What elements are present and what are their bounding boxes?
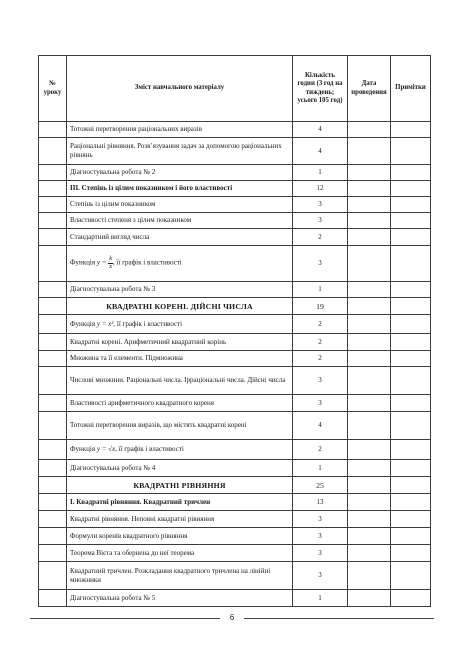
table-row	[39, 213, 431, 229]
lesson-number-cell	[39, 298, 67, 315]
lesson-number-cell	[39, 545, 67, 562]
notes-cell	[391, 165, 431, 181]
header-date: Дата проведення	[348, 56, 391, 122]
date-cell	[348, 395, 391, 412]
notes-cell	[391, 213, 431, 229]
formula-lhs: y =	[96, 259, 107, 268]
hours-cell: 3	[293, 511, 348, 528]
notes-cell	[391, 590, 431, 607]
topic-cell: Множина та її елементи. Підмножина	[67, 351, 293, 367]
table-row	[39, 282, 431, 298]
section-row	[39, 181, 431, 197]
lesson-number-cell	[39, 213, 67, 229]
hours-cell: 2	[293, 315, 348, 334]
table-row	[39, 545, 431, 562]
notes-cell	[391, 351, 431, 367]
hours-cell: 3	[293, 395, 348, 412]
formula: y = x²	[96, 319, 114, 328]
topic-cell: Формули коренів квадратного рівняння	[67, 528, 293, 545]
hours-cell: 2	[293, 229, 348, 246]
section-title-cell: І. Квадратні рівняння. Квадратний тричлен	[67, 494, 293, 511]
table-row	[39, 351, 431, 367]
part-title-cell: КВАДРАТНІ КОРЕНІ. ДІЙСНІ ЧИСЛА	[67, 298, 293, 315]
topic-cell	[67, 246, 293, 282]
topic-cell: Діагностувальна робота № 2	[67, 165, 293, 181]
topic-cell: Степінь із цілим показником	[67, 197, 293, 213]
lesson-number-cell	[39, 315, 67, 334]
notes-cell	[391, 138, 431, 165]
notes-cell	[391, 315, 431, 334]
hours-cell: 2	[293, 334, 348, 351]
lesson-number-cell	[39, 412, 67, 440]
lesson-number-cell	[39, 282, 67, 298]
lesson-number-cell	[39, 562, 67, 590]
topic-cell: Стандартний вигляд числа	[67, 229, 293, 246]
part-header-row	[39, 477, 431, 494]
header-lesson-number: № уроку	[39, 56, 67, 122]
table-row	[39, 562, 431, 590]
lesson-number-cell	[39, 460, 67, 477]
table-row	[39, 315, 431, 334]
date-cell	[348, 334, 391, 351]
topic-prefix: Функція	[70, 259, 96, 268]
lesson-number-cell	[39, 528, 67, 545]
date-cell	[348, 246, 391, 282]
lesson-number-cell	[39, 122, 67, 138]
notes-cell	[391, 334, 431, 351]
date-cell	[348, 590, 391, 607]
formula: y = √x	[96, 445, 116, 453]
hours-cell: 3	[293, 367, 348, 395]
date-cell	[348, 197, 391, 213]
table-header-row	[39, 56, 431, 122]
topic-cell: Раціональні рівняння. Розв’язування задач за допомогою раціональних рівнянь	[67, 138, 293, 165]
date-cell	[348, 367, 391, 395]
table-row	[39, 412, 431, 440]
section-title-cell: ІІІ. Степінь із цілим показником і його властивості	[67, 181, 293, 197]
hours-cell: 25	[293, 477, 348, 494]
notes-cell	[391, 528, 431, 545]
part-header-row	[39, 298, 431, 315]
date-cell	[348, 460, 391, 477]
lesson-number-cell	[39, 138, 67, 165]
topic-cell: Квадратні корені. Арифметичний квадратний корінь	[67, 334, 293, 351]
topic-suffix: , її графік і властивості	[113, 319, 183, 328]
table-row	[39, 395, 431, 412]
topic-prefix: Функція	[70, 319, 96, 328]
topic-cell	[67, 315, 293, 334]
topic-cell: Теорема Вієта та обернена до неї теорема	[67, 545, 293, 562]
topic-cell: Тотожні перетворення виразів, що містять квадратні корені	[67, 412, 293, 440]
date-cell	[348, 138, 391, 165]
hours-cell: 3	[293, 246, 348, 282]
table-row	[39, 165, 431, 181]
topic-cell: Властивості арифметичного квадратного кореня	[67, 395, 293, 412]
hours-cell: 1	[293, 590, 348, 607]
part-title-cell: КВАДРАТНІ РІВНЯННЯ	[67, 477, 293, 494]
topic-cell: Числові множини. Раціональні числа. Ірраціональні числа. Дійсні числа	[67, 367, 293, 395]
fraction-denominator: x	[109, 263, 113, 270]
topic-prefix: Функція	[70, 445, 96, 453]
notes-cell	[391, 494, 431, 511]
topic-cell: Властивості степеня з цілим показником	[67, 213, 293, 229]
lesson-number-cell	[39, 590, 67, 607]
hours-cell: 3	[293, 197, 348, 213]
table-row	[39, 334, 431, 351]
notes-cell	[391, 395, 431, 412]
date-cell	[348, 165, 391, 181]
notes-cell	[391, 282, 431, 298]
table-row	[39, 460, 431, 477]
notes-cell	[391, 562, 431, 590]
table-row	[39, 440, 431, 460]
hours-cell: 4	[293, 122, 348, 138]
table-row	[39, 197, 431, 213]
lesson-number-cell	[39, 440, 67, 460]
topic-cell: Тотожні перетворення раціональних виразів	[67, 122, 293, 138]
table-row	[39, 528, 431, 545]
section-row	[39, 494, 431, 511]
notes-cell	[391, 122, 431, 138]
date-cell	[348, 213, 391, 229]
notes-cell	[391, 545, 431, 562]
topic-suffix: , її графік і властивості	[115, 445, 184, 453]
hours-cell: 2	[293, 351, 348, 367]
lesson-number-cell	[39, 165, 67, 181]
hours-cell: 1	[293, 165, 348, 181]
date-cell	[348, 229, 391, 246]
hours-cell: 19	[293, 298, 348, 315]
notes-cell	[391, 197, 431, 213]
table-row	[39, 138, 431, 165]
lesson-number-cell	[39, 351, 67, 367]
hours-cell: 3	[293, 528, 348, 545]
date-cell	[348, 282, 391, 298]
notes-cell	[391, 477, 431, 494]
notes-cell	[391, 229, 431, 246]
topic-cell: Квадратний тричлен. Розкладання квадратного тричлена на лінійні множники	[67, 562, 293, 590]
date-cell	[348, 412, 391, 440]
lesson-number-cell	[39, 229, 67, 246]
date-cell	[348, 562, 391, 590]
notes-cell	[391, 460, 431, 477]
hours-cell: 4	[293, 412, 348, 440]
lesson-number-cell	[39, 334, 67, 351]
footer-rule-right	[244, 618, 434, 619]
topic-cell: Квадратні рівняння. Неповні квадратні рівняння	[67, 511, 293, 528]
date-cell	[348, 440, 391, 460]
header-hours: Кількість годин (3 год на тиждень; усього 105 год)	[293, 56, 348, 122]
page-number: 6	[229, 613, 235, 622]
table-row	[39, 229, 431, 246]
lesson-number-cell	[39, 197, 67, 213]
hours-cell: 4	[293, 138, 348, 165]
date-cell	[348, 528, 391, 545]
hours-cell: 1	[293, 282, 348, 298]
table-row	[39, 246, 431, 282]
topic-cell: Діагностувальна робота № 4	[67, 460, 293, 477]
notes-cell	[391, 298, 431, 315]
table-row	[39, 590, 431, 607]
table-row	[39, 511, 431, 528]
date-cell	[348, 122, 391, 138]
hours-cell: 3	[293, 562, 348, 590]
notes-cell	[391, 246, 431, 282]
notes-cell	[391, 511, 431, 528]
date-cell	[348, 511, 391, 528]
lesson-plan-table	[38, 55, 431, 607]
hours-cell: 13	[293, 494, 348, 511]
table-row	[39, 367, 431, 395]
topic-cell	[67, 440, 293, 460]
hours-cell: 1	[293, 460, 348, 477]
date-cell	[348, 181, 391, 197]
lesson-number-cell	[39, 477, 67, 494]
page-footer	[30, 612, 434, 624]
fraction-numerator: k	[109, 255, 113, 263]
lesson-number-cell	[39, 395, 67, 412]
date-cell	[348, 351, 391, 367]
lesson-number-cell	[39, 367, 67, 395]
header-content: Зміст навчального матеріалу	[67, 56, 293, 122]
topic-cell: Діагностувальна робота № 5	[67, 590, 293, 607]
date-cell	[348, 315, 391, 334]
header-notes: Примітки	[391, 56, 431, 122]
hours-cell: 3	[293, 213, 348, 229]
lesson-number-cell	[39, 246, 67, 282]
date-cell	[348, 298, 391, 315]
lesson-number-cell	[39, 494, 67, 511]
footer-rule-left	[30, 618, 220, 619]
lesson-number-cell	[39, 181, 67, 197]
date-cell	[348, 494, 391, 511]
hours-cell: 2	[293, 440, 348, 460]
lesson-number-cell	[39, 511, 67, 528]
topic-cell: Діагностувальна робота № 3	[67, 282, 293, 298]
notes-cell	[391, 440, 431, 460]
notes-cell	[391, 412, 431, 440]
date-cell	[348, 545, 391, 562]
notes-cell	[391, 367, 431, 395]
notes-cell	[391, 181, 431, 197]
topic-suffix: , її графік і властивості	[113, 259, 182, 268]
hours-cell: 12	[293, 181, 348, 197]
table-row	[39, 122, 431, 138]
date-cell	[348, 477, 391, 494]
hours-cell: 3	[293, 545, 348, 562]
